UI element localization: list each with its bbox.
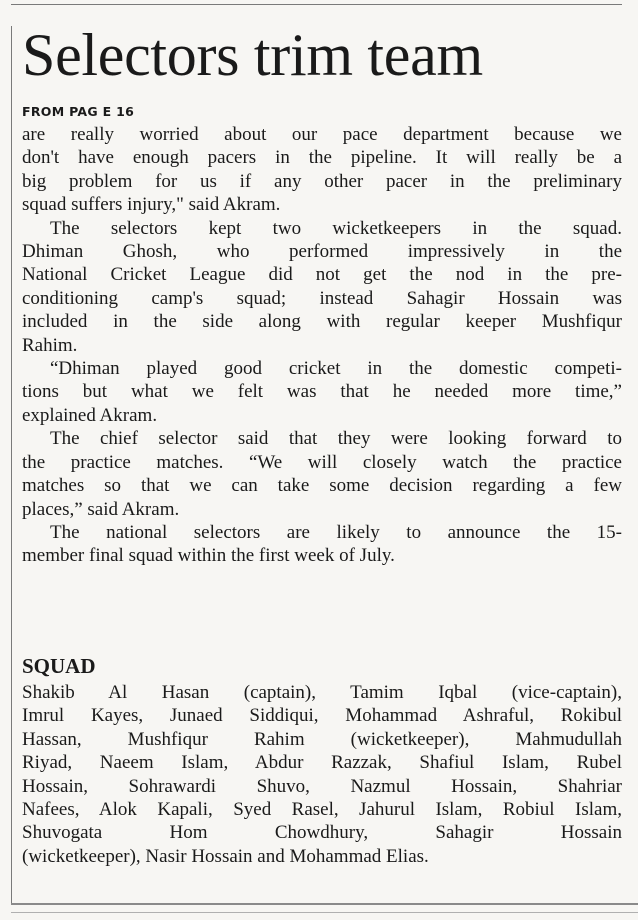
text-line: member final squad within the first week of July. — [22, 545, 395, 567]
text-line: don't have enough pacers in the pipeline. It will really be a — [22, 147, 622, 169]
text-line: tions but what we felt was that he needed more time,” — [22, 381, 622, 403]
continued-from-label: FROM PAG E 16 — [22, 104, 135, 119]
text-line: places,” said Akram. — [22, 498, 180, 520]
squad-line: Shuvogata Hom Chowdhury, Sahagir Hossain — [22, 822, 622, 844]
squad-line: Nafees, Alok Kapali, Syed Rasel, Jahurul Islam, Robiul Islam, — [22, 799, 622, 821]
text-line: explained Akram. — [22, 404, 158, 426]
left-column-rule — [11, 26, 12, 904]
top-rule — [11, 4, 622, 5]
text-line: The national selectors are likely to announce the 15- — [50, 521, 622, 543]
squad-line: Imrul Kayes, Junaed Siddiqui, Mohammad Ashraful, Rokibul — [22, 705, 622, 727]
text-line: The selectors kept two wicketkeepers in the squad. — [50, 217, 622, 239]
headline: Selectors trim team — [22, 22, 483, 88]
text-line: matches so that we can take some decision regarding a few — [22, 475, 622, 497]
squad-line: Hassan, Mushfiqur Rahim (wicketkeeper), Mahmudullah — [22, 728, 622, 750]
squad-line: Hossain, Sohrawardi Shuvo, Nazmul Hossain, Shahriar — [22, 775, 622, 797]
squad-list — [22, 681, 622, 868]
paragraph-3 — [22, 357, 622, 427]
paragraph-2 — [22, 217, 622, 357]
squad-line: (wicketkeeper), Nasir Hossain and Mohammad Elias. — [22, 845, 429, 867]
bottom-rule — [11, 903, 638, 905]
squad-line: Riyad, Naeem Islam, Abdur Razzak, Shafiul Islam, Rubel — [22, 752, 622, 774]
text-line: Dhiman Ghosh, who performed impressively in the — [22, 241, 622, 263]
squad-heading: SQUAD — [22, 654, 96, 678]
bottom-rule-secondary — [11, 912, 638, 913]
text-line: The chief selector said that they were looking forward to — [50, 428, 622, 450]
paragraph-4 — [22, 427, 622, 521]
text-line: National Cricket League did not get the nod in the pre- — [22, 264, 622, 286]
paragraph-5 — [22, 521, 622, 568]
text-line: Rahim. — [22, 334, 78, 356]
text-line: “Dhiman played good cricket in the domestic competi- — [50, 358, 622, 380]
text-line: squad suffers injury," said Akram. — [22, 194, 281, 216]
text-line: included in the side along with regular keeper Mushfiqur — [22, 311, 622, 333]
paragraph-1 — [22, 123, 622, 217]
text-line: the practice matches. “We will closely watch the practice — [22, 451, 622, 473]
text-line: big problem for us if any other pacer in the preliminary — [22, 170, 622, 192]
article-body — [22, 123, 622, 568]
text-line: are really worried about our pace department because we — [22, 124, 622, 145]
squad-line: Shakib Al Hasan (captain), Tamim Iqbal (vice-captain), — [22, 682, 622, 703]
text-line: conditioning camp's squad; instead Sahagir Hossain was — [22, 287, 622, 309]
